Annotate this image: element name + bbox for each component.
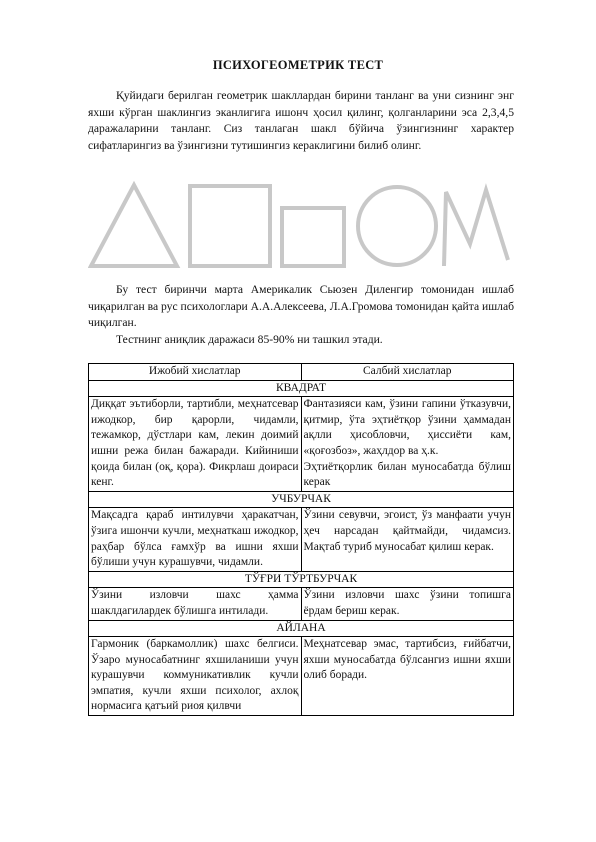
positive-cell: Мақсадга қараб интилувчи ҳаракатчан, ўзига ишончи кучли, меҳнаткаш ижодкор, раҳбар бўлса ғамхўр ва ишни яхши бўлиши учун курашувчи, чидамли. xyxy=(89,508,302,571)
traits-table xyxy=(88,363,514,716)
negative-note: Эҳтиётқорлик билан муносабатда бўлиш керак xyxy=(303,460,511,489)
square-shape xyxy=(190,186,270,266)
geometric-shapes xyxy=(88,180,514,270)
rectangle-shape xyxy=(282,208,344,266)
positive-cell: Ўзини изловчи шахс ҳамма шаклдагилардек бўлишга интилади. xyxy=(89,588,302,620)
positive-cell: Гармоник (баркамоллик) шахс белгиси. Ўзаро муносабатнинг яхшиланиши учун курашувчи коммуникативлик кучли эмпатия, кучли яхши психолог, ахлоқ нормасига қатъий риоя қилвчи xyxy=(89,637,302,716)
negative-cell: Ўзини изловчи шахс ўзини топишга ёрдам бериш керак. xyxy=(301,588,514,620)
negative-cell: Меҳнатсевар эмас, тартибсиз, ғийбатчи, яхши муносабатда бўлсангиз ишни яхши олиб боради. xyxy=(301,637,514,716)
negative-header: Салбий хислатлар xyxy=(301,364,514,381)
positive-header: Ижобий хислатлар xyxy=(89,364,302,381)
section-row-circle xyxy=(89,620,514,637)
circle-shape xyxy=(358,187,436,265)
origin-paragraph xyxy=(88,282,514,332)
origin-text: Бу тест биринчи марта Америкалик Сьюзен Диленгир томонидан ишлаб чиқарилган ва рус психологлари А.А.Алексеева, Л.А.Громова томонидан қайта ишлаб чиқилган. xyxy=(88,283,514,330)
section-title: ТЎҒРИ ТЎРТБУРЧАК xyxy=(89,571,514,588)
table-row xyxy=(89,397,514,492)
negative-cell xyxy=(301,397,514,492)
table-row xyxy=(89,637,514,716)
intro-paragraph xyxy=(88,88,514,154)
negative-text: Фантазияси кам, ўзини гапини ўтказувчи, қитмир, ўта эҳтиётқор ўзини ҳаммадан ақлли ҳисобловчи, ҳиссиёти кам, «қоғозбоз», жаҳлдор ва ҳ.к. xyxy=(303,398,511,457)
table-row xyxy=(89,508,514,571)
intro-text: Қуйидаги берилган геометрик шакллардан бирини танланг ва уни сизнинг энг яхши кўрган шаклингиз эканлигига ишонч ҳосил қилинг, қолганларини эса 2,3,4,5 даражаларини танланг. Сиз танлаган шакл бўйича ўзингизнинг характер сифатларингиз ва ўзингизни тутишингиз кераклигини билиб олинг. xyxy=(88,89,514,152)
section-title: УЧБУРЧАК xyxy=(89,491,514,508)
table-header-row xyxy=(89,364,514,381)
section-row-rectangle xyxy=(89,571,514,588)
section-row-triangle xyxy=(89,491,514,508)
table-row xyxy=(89,588,514,620)
negative-cell: Ўзини севувчи, эгоист, ўз манфаати учун ҳеч нарсадан қайтмайди, чидамсиз. Мақтаб туриб муносабат қилиш керак. xyxy=(301,508,514,571)
triangle-shape xyxy=(91,185,177,266)
page-title: ПСИХОГЕОМЕТРИК ТЕСТ xyxy=(212,58,384,72)
accuracy-text: Тестнинг аниқлик даражаси 85-90% ни ташкил этади. xyxy=(116,333,383,346)
zigzag-shape xyxy=(444,190,508,266)
section-title: АЙЛАНА xyxy=(89,620,514,637)
positive-cell: Диққат эътиборли, тартибли, меҳнатсевар ижодкор, бир қарорли, чидамли, тежамкор, дўстлари кам, лекин доимий ишни режа билан бажаради. Кийиниши қоида билан (оқ, қора). Фикрлаш доираси кенг. xyxy=(89,397,302,492)
accuracy-paragraph xyxy=(88,332,514,349)
section-title: КВАДРАТ xyxy=(89,380,514,397)
section-row-square xyxy=(89,380,514,397)
